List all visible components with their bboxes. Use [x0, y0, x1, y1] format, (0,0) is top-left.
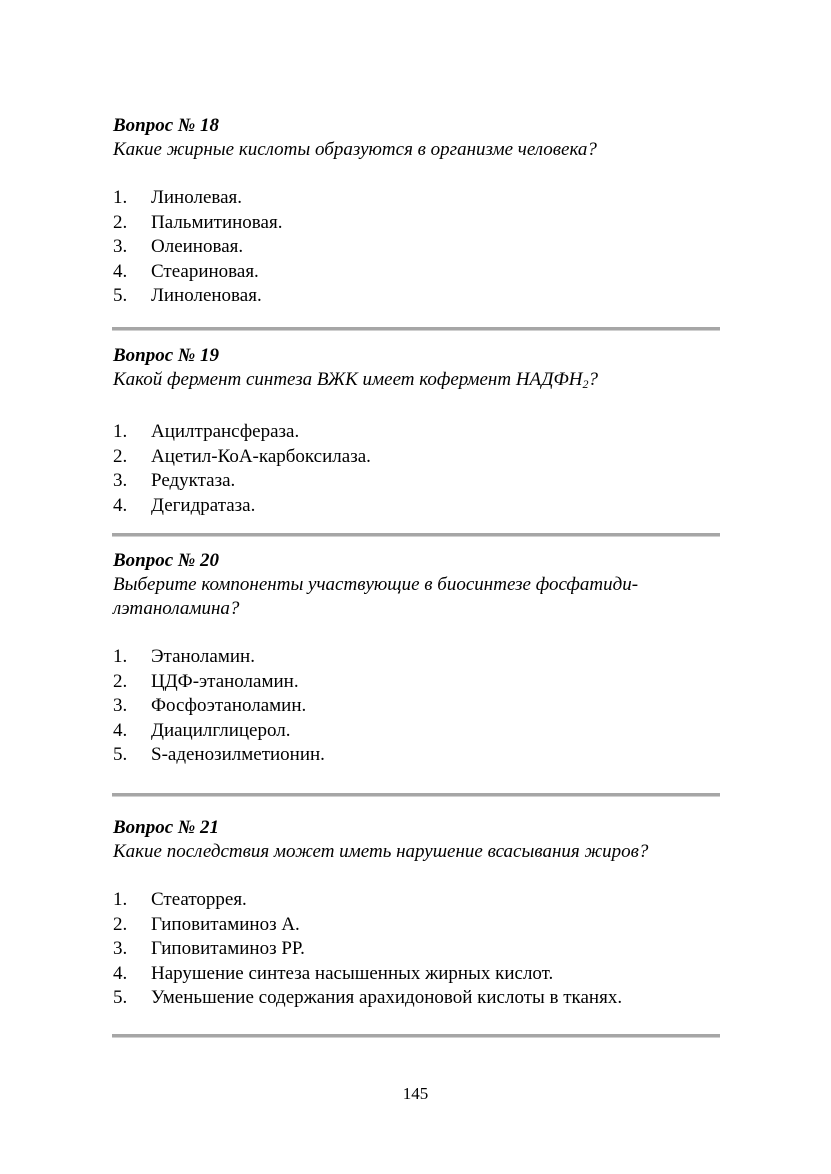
question-title: Вопрос № 19: [113, 345, 220, 366]
answer-number: 4.: [113, 494, 128, 516]
question-text-line-1: Выберите компоненты участвующие в биосинтезе фосфатиди-: [113, 574, 639, 595]
answer-text: Ацилтрансфераза.: [151, 421, 300, 442]
answer-number: 5.: [113, 987, 128, 1009]
question-20: [113, 549, 720, 768]
answer-number: 3.: [113, 938, 128, 960]
answer-text: Стеариновая.: [151, 260, 259, 282]
answer-item: [113, 235, 720, 260]
answer-text: Гиповитаминоз РР.: [151, 938, 305, 960]
answer-item: [113, 694, 720, 719]
section-divider: [112, 1034, 720, 1038]
answer-text: Редуктаза.: [151, 470, 236, 492]
page-number: 145: [402, 1084, 429, 1103]
answer-text: Гиповитаминоз А.: [151, 913, 300, 935]
answer-item: [113, 913, 720, 938]
answer-item: [113, 719, 720, 744]
answer-item: [113, 284, 720, 309]
answer-number: 2.: [113, 445, 128, 467]
answer-item: [113, 469, 720, 494]
answer-number: 5.: [113, 744, 128, 766]
answer-text: Ацетил-КоА-карбоксилаза.: [151, 445, 371, 467]
answer-number: 3.: [113, 470, 128, 492]
answer-item: [113, 645, 720, 670]
answer-number: 3.: [113, 695, 128, 717]
answer-number: 4.: [113, 962, 128, 984]
answer-list: [113, 186, 720, 309]
subscript-text: 2: [582, 377, 589, 391]
answer-number: 1.: [113, 889, 128, 910]
question-text: Какие последствия может иметь нарушение всасывания жиров?: [113, 841, 649, 862]
question-text: Какие жирные кислоты образуются в организме человека?: [113, 139, 597, 160]
answer-list: [113, 645, 720, 768]
answer-number: 2.: [113, 670, 128, 692]
question-text-line-2: лэтаноламина?: [113, 598, 240, 619]
question-19: [113, 344, 720, 518]
answer-item: [113, 743, 720, 768]
question-text-suffix: ?: [588, 369, 598, 390]
answer-item: [113, 445, 720, 470]
answer-item: [113, 211, 720, 236]
answer-text: Фосфоэтаноламин.: [151, 695, 307, 717]
section-divider: [112, 793, 720, 797]
section-divider: [112, 533, 720, 537]
answer-text: Олеиновая.: [151, 236, 244, 258]
question-title: Вопрос № 20: [113, 550, 220, 571]
answer-text: Этаноламин.: [151, 646, 255, 667]
question-text-main: Какой фермент синтеза ВЖК имеет кофермент НАДФН: [113, 369, 583, 390]
answer-item: [113, 494, 720, 519]
answer-list: [113, 888, 720, 1011]
answer-number: 1.: [113, 187, 128, 208]
answer-text: Дегидратаза.: [151, 494, 256, 516]
answer-text: Стеаторрея.: [151, 889, 247, 910]
answer-number: 4.: [113, 260, 128, 282]
question-text: [113, 368, 720, 396]
answer-text: S-аденозилметионин.: [151, 744, 325, 766]
answer-item: [113, 186, 720, 211]
answer-text: Пальмитиновая.: [151, 211, 283, 233]
answer-item: [113, 260, 720, 285]
answer-text: Линоленовая.: [151, 285, 262, 307]
answer-text: Линолевая.: [151, 187, 243, 208]
answer-item: [113, 420, 720, 445]
answer-text: Уменьшение содержания арахидоновой кислоты в тканях.: [151, 987, 623, 1009]
answer-text: Диацилглицерол.: [151, 719, 291, 741]
question-18: [113, 114, 720, 309]
question-title: Вопрос № 18: [113, 115, 220, 136]
answer-text: Нарушение синтеза насышенных жирных кислот.: [151, 962, 554, 984]
answer-item: [113, 962, 720, 987]
answer-item: [113, 986, 720, 1011]
answer-item: [113, 670, 720, 695]
answer-number: 2.: [113, 211, 128, 233]
question-21: [113, 816, 720, 1011]
answer-number: 1.: [113, 421, 128, 442]
answer-number: 4.: [113, 719, 128, 741]
question-title: Вопрос № 21: [113, 817, 220, 838]
answer-list: [113, 420, 720, 518]
answer-number: 1.: [113, 646, 128, 667]
answer-number: 2.: [113, 913, 128, 935]
answer-number: 5.: [113, 285, 128, 307]
section-divider: [112, 327, 720, 331]
answer-item: [113, 888, 720, 913]
answer-item: [113, 937, 720, 962]
answer-text: ЦДФ-этаноламин.: [151, 670, 299, 692]
answer-number: 3.: [113, 236, 128, 258]
